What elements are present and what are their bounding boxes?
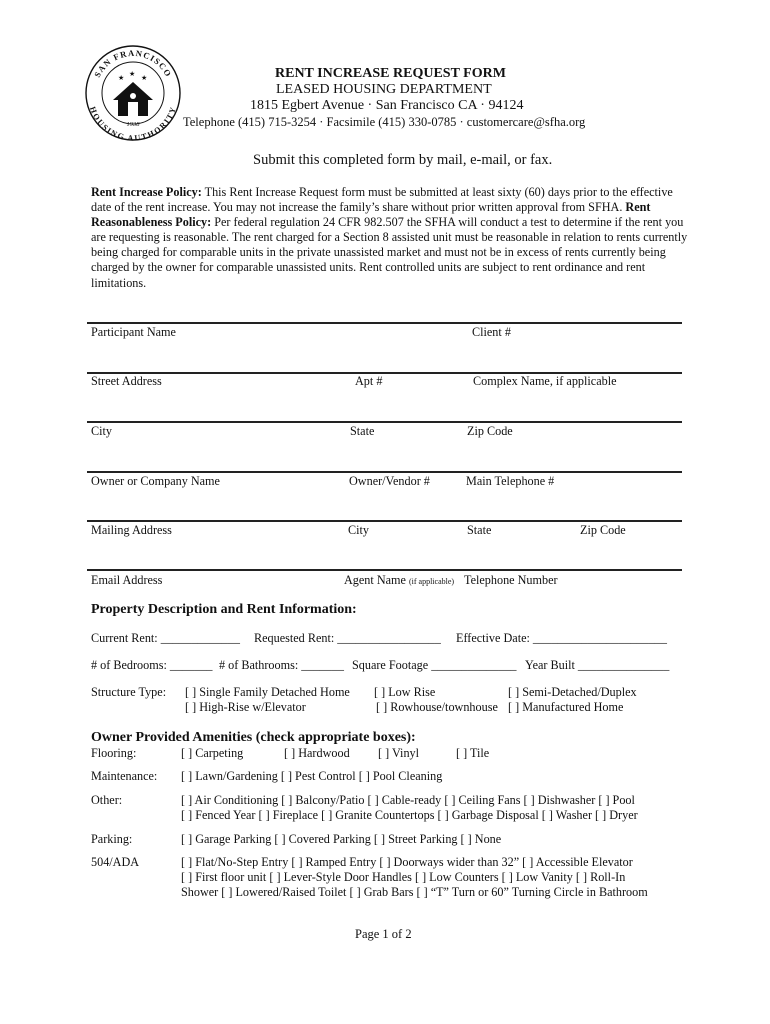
- structure-option-rowhouse[interactable]: [ ] Rowhouse/townhouse: [376, 700, 498, 714]
- complex-name-field[interactable]: Complex Name, if applicable: [473, 374, 617, 388]
- agent-name-note: (if applicable): [408, 577, 455, 586]
- rent-reasonableness-label: Rent Reasonableness Policy:: [91, 200, 651, 230]
- mailing-city-field[interactable]: City: [348, 523, 369, 537]
- agent-name-field[interactable]: [344, 573, 454, 588]
- submit-note: Submit this completed form by mail, e-mail, or fax.: [253, 152, 553, 168]
- parking-label: Parking:: [91, 832, 133, 846]
- rent-reasonableness-text: Per federal regulation 24 CFR 982.507 the SFHA will conduct a test to determine if the rent you are requesting is reasonable. The rent charged for a Section 8 assisted unit must be reasonable in relation to rents currently being charged for comparable units in the private unassisted market and must not be in excess of rents currently being charged by the owner for comparable unassisted units. Rent controlled units are subject to rent ordinance and rent limitations.: [91, 215, 688, 290]
- ada-label: 504/ADA: [91, 855, 140, 869]
- row-divider: [87, 520, 682, 522]
- structure-option-low-rise[interactable]: [ ] Low Rise: [374, 685, 436, 699]
- ada-options-line3[interactable]: Shower [ ] Lowered/Raised Toilet [ ] Grab Bars [ ] “T” Turn or 60” Turning Circle in Bathroom: [181, 885, 648, 899]
- zip-code-field[interactable]: Zip Code: [467, 424, 513, 438]
- property-heading: Property Description and Rent Information:: [91, 602, 357, 617]
- department-contact: Telephone (415) 715-3254 · Facsimile (415) 330-0785 · customercare@sfha.org: [183, 115, 586, 129]
- main-telephone-field[interactable]: Main Telephone #: [466, 474, 555, 488]
- requested-rent-field[interactable]: Requested Rent: _________________: [254, 631, 441, 645]
- ada-options-line2[interactable]: [ ] First floor unit [ ] Lever-Style Door Handles [ ] Low Counters [ ] Low Vanity [ ] Roll-In: [181, 870, 626, 884]
- other-options-line2[interactable]: [ ] Fenced Year [ ] Fireplace [ ] Granite Countertops [ ] Garbage Disposal [ ] Washer [ ] Dryer: [181, 808, 638, 822]
- row-divider: [87, 322, 682, 324]
- structure-option-semi-detached[interactable]: [ ] Semi-Detached/Duplex: [508, 685, 637, 699]
- department-name: LEASED HOUSING DEPARTMENT: [276, 82, 492, 97]
- structure-option-high-rise[interactable]: [ ] High-Rise w/Elevator: [185, 700, 306, 714]
- participant-name-field[interactable]: Participant Name: [91, 325, 176, 339]
- other-label: Other:: [91, 793, 123, 807]
- structure-type-label: Structure Type:: [91, 685, 167, 699]
- seal-bottom-text: HOUSING AUTHORITY: [87, 105, 179, 142]
- flooring-hardwood-option[interactable]: [ ] Hardwood: [284, 746, 350, 760]
- current-rent-field[interactable]: Current Rent: _____________: [91, 631, 240, 645]
- rent-increase-policy-text: This Rent Increase Request form must be submitted at least sixty (60) days prior to the effective date of the rent increase. You may not increase the family’s share without prior written approval from SFHA.: [91, 185, 673, 215]
- effective-date-field[interactable]: Effective Date: ______________________: [456, 631, 667, 645]
- rent-increase-policy-label: Rent Increase Policy:: [91, 185, 202, 199]
- svg-text:★: ★: [141, 74, 148, 82]
- amenities-heading: Owner Provided Amenities (check appropriate boxes):: [91, 730, 416, 745]
- street-address-field[interactable]: Street Address: [91, 374, 162, 388]
- apt-number-field[interactable]: Apt #: [355, 374, 383, 388]
- agent-name-label: Agent Name: [344, 573, 406, 587]
- housing-authority-seal: [84, 44, 182, 142]
- policy-paragraph: [91, 185, 691, 291]
- city-field[interactable]: City: [91, 424, 112, 438]
- square-footage-field[interactable]: Square Footage ______________: [352, 658, 517, 672]
- state-field[interactable]: State: [350, 424, 375, 438]
- flooring-tile-option[interactable]: [ ] Tile: [456, 746, 490, 760]
- department-address: 1815 Egbert Avenue · San Francisco CA · 94124: [250, 98, 524, 113]
- ada-options-line1[interactable]: [ ] Flat/No-Step Entry [ ] Ramped Entry [ ] Doorways wider than 32” [ ] Accessible Elevator: [181, 855, 633, 869]
- mailing-address-field[interactable]: Mailing Address: [91, 523, 172, 537]
- structure-option-single-family[interactable]: [ ] Single Family Detached Home: [185, 685, 350, 699]
- flooring-carpeting-option[interactable]: [ ] Carpeting: [181, 746, 244, 760]
- page-number: Page 1 of 2: [355, 927, 412, 941]
- client-number-field[interactable]: Client #: [472, 325, 511, 339]
- telephone-number-field[interactable]: Telephone Number: [464, 573, 558, 587]
- row-divider: [87, 421, 682, 423]
- seal-top-text: SAN FRANCISCO: [91, 47, 174, 79]
- svg-text:★: ★: [129, 70, 136, 78]
- email-address-field[interactable]: Email Address: [91, 573, 163, 587]
- maintenance-label: Maintenance:: [91, 769, 158, 783]
- flooring-vinyl-option[interactable]: [ ] Vinyl: [378, 746, 420, 760]
- svg-text:★: ★: [118, 74, 125, 82]
- mailing-state-field[interactable]: State: [467, 523, 492, 537]
- bedrooms-field[interactable]: # of Bedrooms: _______: [91, 658, 213, 672]
- year-built-field[interactable]: Year Built _______________: [525, 658, 670, 672]
- parking-options[interactable]: [ ] Garage Parking [ ] Covered Parking [ ] Street Parking [ ] None: [181, 832, 502, 846]
- row-divider: [87, 471, 682, 473]
- form-title: RENT INCREASE REQUEST FORM: [275, 66, 506, 81]
- seal-year: 1938: [126, 121, 140, 128]
- bathrooms-field[interactable]: # of Bathrooms: _______: [219, 658, 344, 672]
- mailing-zip-field[interactable]: Zip Code: [580, 523, 626, 537]
- owner-vendor-number-field[interactable]: Owner/Vendor #: [349, 474, 430, 488]
- maintenance-options[interactable]: [ ] Lawn/Gardening [ ] Pest Control [ ] Pool Cleaning: [181, 769, 443, 783]
- other-options-line1[interactable]: [ ] Air Conditioning [ ] Balcony/Patio [ ] Cable-ready [ ] Ceiling Fans [ ] Dishwasher [ ] Pool: [181, 793, 635, 807]
- structure-option-manufactured[interactable]: [ ] Manufactured Home: [508, 700, 624, 714]
- row-divider: [87, 569, 682, 571]
- seal-icon: [84, 44, 182, 142]
- owner-company-name-field[interactable]: Owner or Company Name: [91, 474, 220, 488]
- flooring-label: Flooring:: [91, 746, 137, 760]
